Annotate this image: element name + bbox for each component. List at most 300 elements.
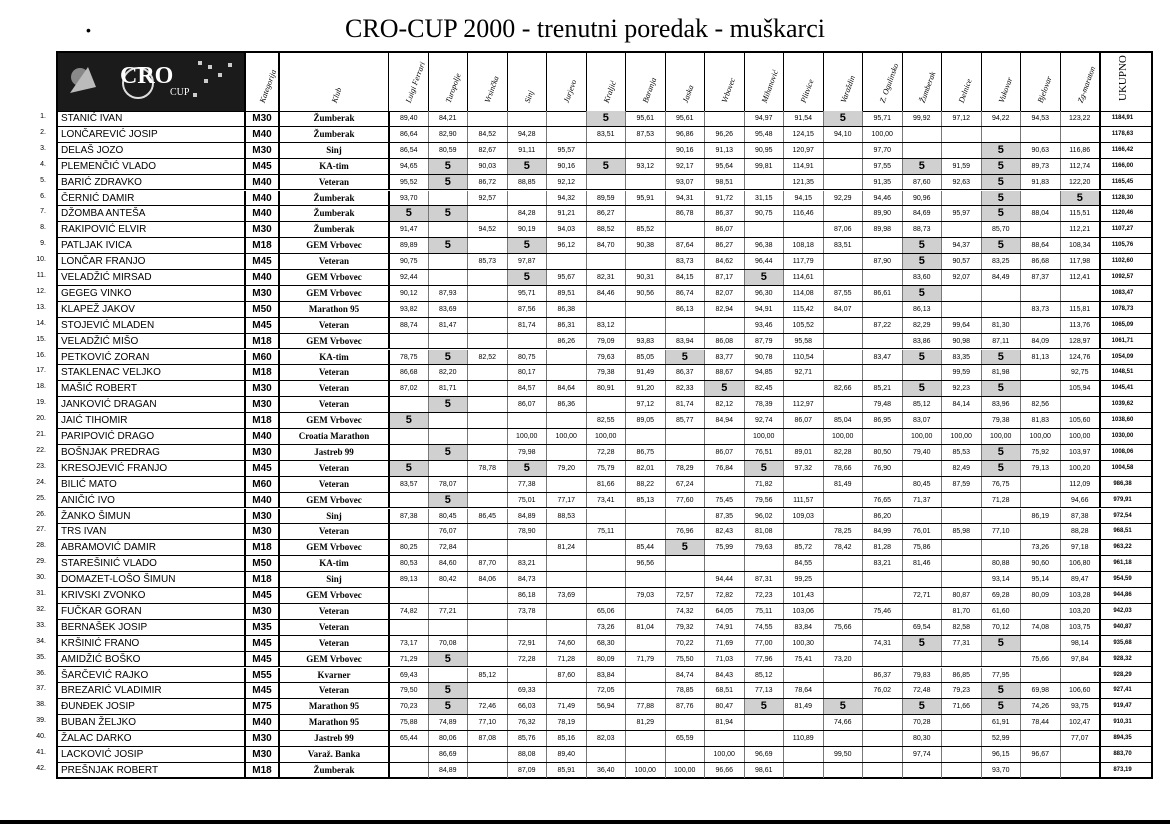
header-race-17-label: Bjelovar [1036,75,1054,105]
result-cell: 88,04 [1020,206,1060,221]
result-cell [823,493,863,508]
result-cell [665,429,705,444]
result-cell: 75,79 [586,461,626,476]
result-cell: 5 [388,461,428,476]
result-cell: 5 [902,636,942,651]
result-cell: 112,97 [783,397,823,412]
result-cell: 79,48 [862,397,902,412]
result-cell: 81,46 [902,556,942,571]
result-cell: 71,82 [744,477,784,492]
result-cell [1020,524,1060,539]
athlete-name: KRŠINIĆ FRANO [61,637,140,649]
result-cell: 78,75 [388,350,428,365]
result-cell: 5 [823,699,863,714]
result-cell [586,143,626,158]
table-row [58,159,1151,175]
club-cell: Veteran [278,683,388,698]
category-cell: M40 [244,493,278,508]
result-cell [388,493,428,508]
total-cell: 1102,60 [1099,254,1144,269]
club-cell: GEM Vrbovec [278,588,388,603]
result-cell: 72,71 [902,588,942,603]
category-cell: M30 [244,509,278,524]
result-cell: 93,75 [1060,699,1100,714]
result-cell: 5 [428,445,468,460]
table-row [58,461,1151,477]
row-number: 28. [36,542,46,550]
result-cell: 5 [981,699,1021,714]
result-cell: 88,53 [546,509,586,524]
result-cell [862,429,902,444]
result-cell: 81,71 [428,381,468,396]
result-cell: 82,90 [428,127,468,142]
result-cell: 83,21 [862,556,902,571]
result-cell: 72,28 [586,445,626,460]
result-cell: 115,81 [1060,302,1100,317]
result-cell: 81,98 [981,365,1021,380]
result-cell [783,747,823,762]
result-cell: 5 [388,413,428,428]
row-number: 8. [40,224,46,232]
result-cell: 5 [981,683,1021,698]
result-cell [625,604,665,619]
result-cell: 70,28 [902,715,942,730]
result-cell [546,127,586,142]
result-cell [507,191,547,206]
result-cell: 5 [586,111,626,126]
header-race-14-label: Žumberak [917,70,938,105]
result-cell [744,222,784,237]
result-cell [902,143,942,158]
result-cell: 84,99 [862,524,902,539]
athlete-name: KLAPEŽ JAKOV [61,303,135,315]
result-cell: 83,96 [981,397,1021,412]
result-cell: 74,82 [388,604,428,619]
result-cell: 5 [428,493,468,508]
header-race-5-label: Jurjevo [562,78,579,105]
result-cell: 68,51 [704,683,744,698]
result-cell: 94,66 [1060,493,1100,508]
result-cell: 94,10 [823,127,863,142]
row-number: 41. [36,749,46,756]
row-number: 21. [36,431,46,438]
result-cell: 90,16 [665,143,705,158]
total-cell: 1083,47 [1099,286,1144,301]
row-number: 38. [36,701,46,709]
row-number: 5. [40,176,46,184]
result-cell: 85,72 [783,540,823,555]
total-cell: 940,87 [1099,620,1144,635]
athlete-name: LONČAREVIĆ JOSIP [61,128,158,140]
result-cell: 77,10 [467,715,507,730]
table-row [58,683,1151,699]
result-cell [507,334,547,349]
result-cell: 91,13 [704,143,744,158]
category-cell: M45 [244,652,278,667]
header-race-12 [823,53,863,111]
total-cell: 1166,00 [1099,159,1144,174]
category-cell: M45 [244,159,278,174]
bottom-edge [0,820,1170,824]
result-cell: 84,70 [586,238,626,253]
result-cell: 5 [428,206,468,221]
athlete-name: AMIDŽIĆ BOŠKO [61,653,141,665]
result-cell: 82,56 [1020,397,1060,412]
result-cell: 82,66 [823,381,863,396]
result-cell: 89,40 [388,111,428,126]
table-row [58,445,1151,461]
result-cell [586,747,626,762]
row-number: 15. [36,335,46,343]
result-cell: 86,85 [941,668,981,683]
result-cell [823,318,863,333]
result-cell: 77,00 [744,636,784,651]
result-cell: 81,49 [823,477,863,492]
result-cell [388,588,428,603]
result-cell [1020,222,1060,237]
result-cell [586,509,626,524]
result-cell: 93,82 [388,302,428,317]
result-cell: 5 [744,270,784,285]
result-cell: 98,14 [1060,636,1100,651]
result-cell: 95,91 [625,191,665,206]
result-cell: 74,66 [823,715,863,730]
result-cell: 94,37 [941,238,981,253]
table-row [58,143,1151,159]
header-race-11 [783,53,823,111]
result-cell: 65,59 [665,731,705,746]
club-cell: Sinj [278,143,388,158]
result-cell [507,413,547,428]
result-cell: 92,12 [546,175,586,190]
result-cell [467,604,507,619]
result-cell: 96,44 [744,254,784,269]
result-cell [586,572,626,587]
result-cell [862,715,902,730]
result-cell: 92,74 [744,413,784,428]
result-cell: 75,66 [823,620,863,635]
result-cell: 90,96 [902,191,942,206]
result-cell: 84,06 [467,572,507,587]
result-cell [467,524,507,539]
result-cell [1020,286,1060,301]
category-cell: M45 [244,318,278,333]
result-cell: 5 [823,111,863,126]
result-cell [1020,493,1060,508]
category-cell: M40 [244,429,278,444]
header-race-7-label: Baranja [641,76,659,105]
result-cell: 87,79 [744,334,784,349]
result-cell [467,270,507,285]
category-cell: M35 [244,620,278,635]
result-cell: 93,83 [625,334,665,349]
result-cell [862,699,902,714]
club-cell: Veteran [278,381,388,396]
row-number: 19. [36,399,46,407]
result-cell: 76,32 [507,715,547,730]
table-row [58,731,1151,747]
header-race-14 [902,53,942,111]
athlete-name: STANIĆ IVAN [61,113,123,124]
result-cell [941,556,981,571]
result-cell: 72,84 [428,540,468,555]
athlete-name: MAŠIĆ ROBERT [61,383,137,395]
athlete-name: PREŠNJAK ROBERT [61,764,159,776]
category-cell: M40 [244,206,278,221]
result-cell [665,445,705,460]
result-cell: 85,12 [467,668,507,683]
result-cell [507,620,547,635]
result-cell: 71,28 [546,652,586,667]
result-cell [941,509,981,524]
result-cell: 85,21 [862,381,902,396]
header-race-7 [625,53,665,111]
result-cell: 90,75 [744,206,784,221]
result-cell: 89,13 [388,572,428,587]
row-number: 22. [36,446,46,454]
result-cell: 83,57 [388,477,428,492]
result-cell [546,413,586,428]
result-cell: 92,07 [941,270,981,285]
result-cell: 85,98 [941,524,981,539]
club-cell: Marathon 95 [278,699,388,714]
result-cell [1020,127,1060,142]
result-cell: 81,74 [665,397,705,412]
result-cell: 5 [902,159,942,174]
row-number: 25. [36,494,46,502]
result-cell: 79,09 [586,334,626,349]
result-cell: 81,04 [625,620,665,635]
result-cell [823,604,863,619]
result-cell [744,175,784,190]
result-cell: 111,57 [783,493,823,508]
result-cell: 87,56 [507,302,547,317]
result-cell: 80,88 [981,556,1021,571]
category-cell: M60 [244,350,278,365]
result-cell [625,318,665,333]
club-cell: Žumberak [278,111,388,126]
result-cell [428,461,468,476]
result-cell [704,111,744,126]
result-cell: 81,83 [1020,413,1060,428]
result-cell: 75,45 [704,493,744,508]
result-cell: 95,97 [941,206,981,221]
header-race-8 [665,53,705,111]
total-cell: 1107,27 [1099,222,1144,237]
result-cell: 74,55 [744,620,784,635]
result-cell: 124,76 [1060,350,1100,365]
result-cell: 82,33 [665,381,705,396]
result-cell [823,763,863,778]
result-cell: 96,26 [704,127,744,142]
result-cell [902,572,942,587]
club-cell: GEM Vrbovec [278,334,388,349]
total-cell: 928,29 [1099,668,1144,683]
result-cell [941,143,981,158]
result-cell: 81,13 [1020,350,1060,365]
result-cell: 70,12 [981,620,1021,635]
result-cell: 73,26 [1020,540,1060,555]
result-cell: 80,45 [428,509,468,524]
category-cell: M45 [244,683,278,698]
result-cell: 85,05 [625,350,665,365]
row-number: 34. [36,637,46,645]
result-cell: 84,55 [783,556,823,571]
club-cell: GEM Vrbovec [278,540,388,555]
result-cell: 73,69 [546,588,586,603]
result-cell: 82,94 [704,302,744,317]
header-race-18-label: Zg-maraton [1075,65,1098,105]
club-cell: GEM Vrbovec [278,286,388,301]
result-cell: 5 [428,683,468,698]
total-cell: 1030,00 [1099,429,1144,444]
result-cell [467,588,507,603]
result-cell: 73,78 [507,604,547,619]
result-cell [467,238,507,253]
logo-subtext: CUP [170,87,190,98]
result-cell: 5 [428,652,468,667]
result-cell: 114,08 [783,286,823,301]
result-cell: 95,67 [546,270,586,285]
result-cell [625,254,665,269]
result-cell: 89,47 [1060,572,1100,587]
result-cell: 77,60 [665,493,705,508]
row-number: 11. [36,272,46,279]
result-cell [467,445,507,460]
result-cell [428,429,468,444]
result-cell: 87,55 [823,286,863,301]
result-cell: 95,14 [1020,572,1060,587]
total-cell: 1165,45 [1099,175,1144,190]
result-cell: 72,05 [586,683,626,698]
total-cell: 963,22 [1099,540,1144,555]
result-cell [625,509,665,524]
total-cell: 1166,42 [1099,143,1144,158]
row-number: 23. [36,462,46,470]
result-cell: 94,22 [981,111,1021,126]
result-cell: 77,95 [981,668,1021,683]
result-cell: 87,60 [902,175,942,190]
result-cell: 87,17 [704,270,744,285]
category-cell: M40 [244,175,278,190]
result-cell: 36,40 [586,763,626,778]
club-cell: Veteran [278,477,388,492]
result-cell: 80,42 [428,572,468,587]
result-cell: 94,03 [546,222,586,237]
result-cell [783,222,823,237]
result-cell: 97,12 [625,397,665,412]
total-cell: 968,51 [1099,524,1144,539]
result-cell: 97,55 [862,159,902,174]
result-cell: 87,70 [467,556,507,571]
result-cell: 78,66 [823,461,863,476]
table-row [58,668,1151,684]
result-cell [428,254,468,269]
category-cell: M30 [244,286,278,301]
result-cell: 99,92 [902,111,942,126]
result-cell: 71,37 [902,493,942,508]
result-cell: 100,00 [586,429,626,444]
result-cell: 86,38 [546,302,586,317]
result-cell: 108,34 [1060,238,1100,253]
result-cell [546,445,586,460]
result-cell: 79,38 [586,365,626,380]
result-cell [981,540,1021,555]
header-total-label: UKUPNO [1116,55,1129,101]
result-cell: 79,13 [1020,461,1060,476]
result-cell: 87,09 [507,763,547,778]
club-cell: Žumberak [278,763,388,778]
result-cell [862,477,902,492]
header-race-6-label: Kraljić [601,79,618,105]
athlete-name: BUBAN ŽELJKO [61,717,137,729]
result-cell: 84,49 [981,270,1021,285]
category-cell: M18 [244,763,278,778]
athlete-name: FUČKAR GORAN [61,605,142,617]
result-cell [941,540,981,555]
result-cell [388,747,428,762]
result-cell: 97,32 [783,461,823,476]
result-cell: 5 [902,238,942,253]
total-cell: 1065,09 [1099,318,1144,333]
header-race-15 [941,53,981,111]
result-cell: 5 [586,159,626,174]
result-cell: 91,83 [1020,175,1060,190]
total-cell: 910,31 [1099,715,1144,730]
category-cell: M18 [244,334,278,349]
result-cell: 98,61 [744,763,784,778]
result-cell: 80,47 [704,699,744,714]
header-race-10-label: Mihanović [759,68,780,105]
result-cell: 89,59 [586,191,626,206]
result-cell: 105,94 [1060,381,1100,396]
result-cell: 80,06 [428,731,468,746]
result-cell: 95,71 [507,286,547,301]
result-cell: 74,26 [1020,699,1060,714]
total-cell: 928,32 [1099,652,1144,667]
result-cell: 70,23 [388,699,428,714]
result-cell: 80,75 [507,350,547,365]
row-number: 13. [36,303,46,311]
result-cell: 76,90 [862,461,902,476]
result-cell: 87,38 [1060,509,1100,524]
result-cell: 5 [981,159,1021,174]
result-cell: 86,26 [546,334,586,349]
athlete-name: VELADŽIĆ MIRSAD [61,272,152,283]
result-cell: 86,13 [665,302,705,317]
result-cell: 5 [981,191,1021,206]
table-row [58,365,1151,381]
result-cell: 84,09 [1020,334,1060,349]
category-cell: M30 [244,445,278,460]
result-cell: 64,05 [704,604,744,619]
result-cell: 73,17 [388,636,428,651]
result-cell [428,222,468,237]
total-cell: 986,38 [1099,477,1144,492]
result-cell [388,334,428,349]
result-cell: 65,06 [586,604,626,619]
result-cell: 75,01 [507,493,547,508]
result-cell [744,715,784,730]
category-cell: M30 [244,397,278,412]
club-cell: Marathon 95 [278,715,388,730]
header-race-5 [546,53,586,111]
result-cell [665,572,705,587]
header-total [1099,53,1144,111]
row-number: 17. [36,367,46,375]
result-cell: 5 [507,270,547,285]
result-cell: 69,28 [981,588,1021,603]
